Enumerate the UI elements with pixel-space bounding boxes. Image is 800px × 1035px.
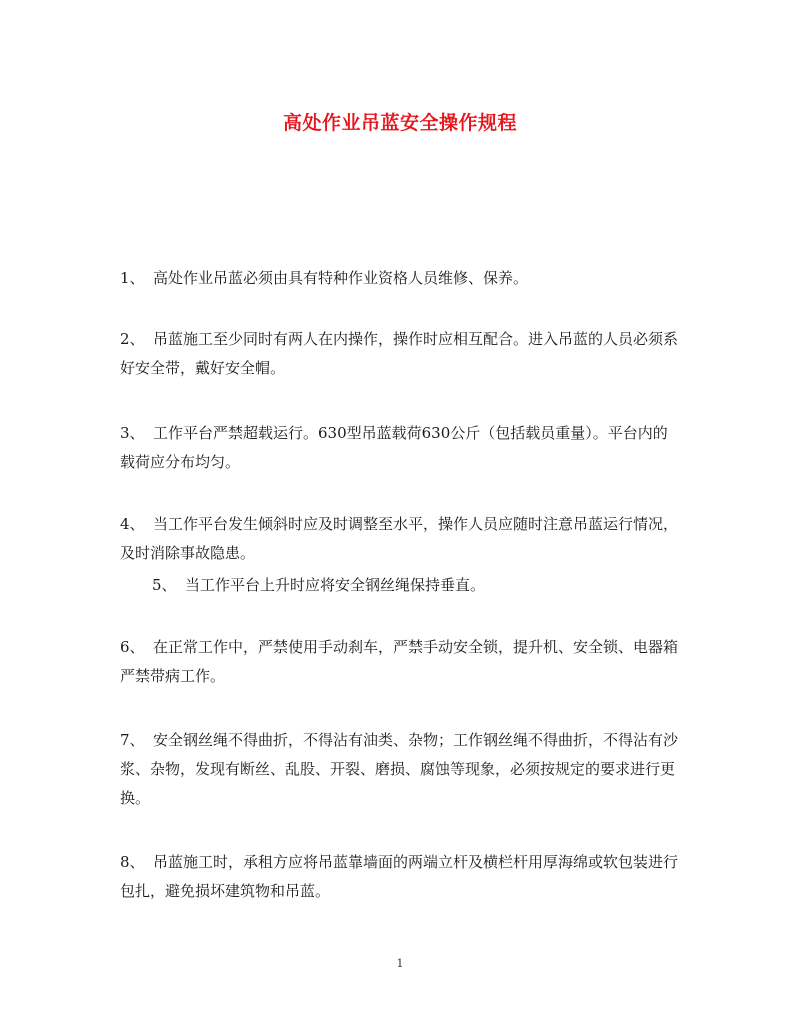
item-text: 当工作平台上升时应将安全钢丝绳保持垂直。 (185, 576, 486, 594)
item-text: 安全钢丝绳不得曲折，不得沾有油类、杂物；工作钢丝绳不得曲折，不得沾有沙浆、杂物，发现有断丝、乱股、开裂、磨损、腐蚀等现象，必须按规定的要求进行更换。 (120, 731, 679, 807)
item-number: 8、 (120, 853, 145, 871)
item-number: 3、 (120, 424, 145, 442)
document-title: 高处作业吊蓝安全操作规程 (282, 112, 517, 134)
item-text: 当工作平台发生倾斜时应及时调整至水平，操作人员应随时注意吊蓝运行情况，及时消除事故隐患。 (120, 515, 679, 562)
item-text: 吊蓝施工时，承租方应将吊蓝靠墙面的两端立杆及横栏杆用厚海绵或软包装进行包扎，避免损坏建筑物和吊蓝。 (120, 853, 679, 900)
item-text: 高处作业吊蓝必须由具有特种作业资格人员维修、保养。 (153, 269, 529, 287)
list-item (120, 264, 682, 293)
list-item (120, 510, 682, 568)
list-item (120, 848, 682, 906)
item-number: 4、 (120, 515, 145, 533)
item-text: 在正常工作中，严禁使用手动刹车，严禁手动安全锁，提升机、安全锁、电器箱严禁带病工作。 (120, 638, 679, 685)
item-number: 2、 (120, 330, 145, 348)
list-item (120, 633, 682, 691)
item-number: 1、 (120, 269, 145, 287)
list-item (120, 419, 682, 477)
item-number: 6、 (120, 638, 145, 656)
list-item (120, 726, 682, 813)
list-item (152, 571, 682, 600)
page-number: 1 (396, 957, 404, 970)
list-item (120, 325, 682, 383)
item-number: 7、 (120, 731, 145, 749)
item-text: 吊蓝施工至少同时有两人在内操作，操作时应相互配合。进入吊蓝的人员必须系好安全带，戴好安全帽。 (120, 330, 679, 377)
item-number: 5、 (152, 576, 177, 594)
item-text: 工作平台严禁超载运行。630型吊蓝载荷630公斤（包括载员重量）。平台内的载荷应分布均匀。 (120, 424, 668, 471)
